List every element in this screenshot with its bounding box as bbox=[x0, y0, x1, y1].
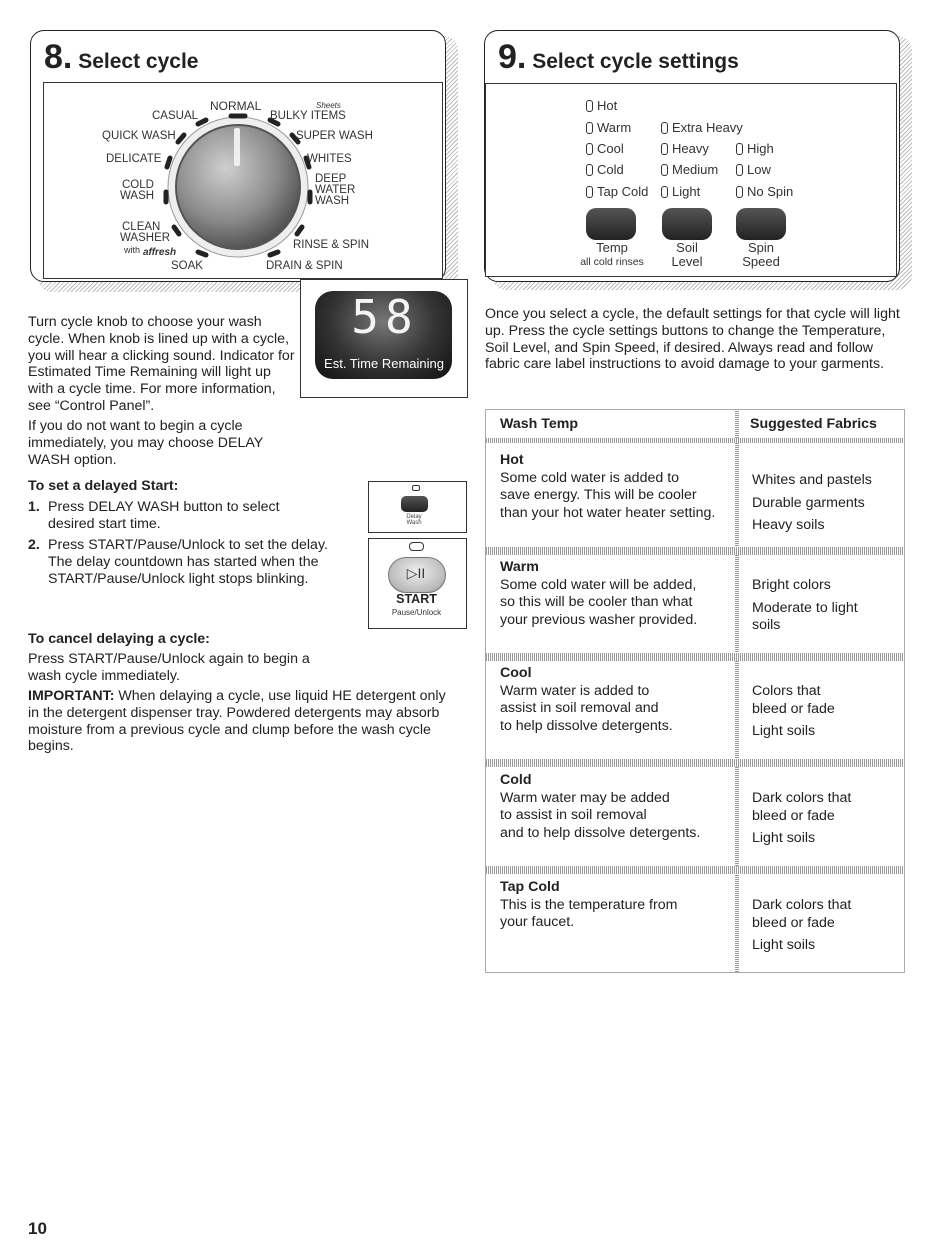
delay-intro: If you do not want to begin a cycle immediately, you may choose DELAY WASH option. bbox=[28, 418, 263, 468]
temp-label-line2: all cold rinses bbox=[580, 256, 644, 268]
delay-wash-led bbox=[412, 485, 420, 491]
table-row bbox=[500, 879, 732, 932]
section8-title bbox=[44, 38, 198, 77]
section9-title-text: Select cycle settings bbox=[532, 50, 739, 73]
row-cool-desc-1: Warm water is added to bbox=[500, 682, 650, 699]
important-label: IMPORTANT: bbox=[28, 688, 115, 704]
row-cold-desc-3: and to help dissolve detergents. bbox=[500, 824, 701, 841]
led-tap-cold bbox=[586, 186, 593, 198]
row-hot-name: Hot bbox=[500, 452, 524, 468]
important-text: When delaying a cycle, use liquid HE detergent only in the detergent dispenser tray. Powdered detergents may absorb moisture from a previous cycle and clump before the wash cycle begins. bbox=[28, 688, 446, 755]
warm-fabric-2: Moderate to light bbox=[752, 599, 858, 616]
hot-fabric-2: Durable garments bbox=[752, 494, 865, 511]
temp-cold: Cold bbox=[597, 162, 624, 177]
cancel-text: Press START/Pause/Unlock again to begin a wash cycle immediately. bbox=[28, 651, 310, 684]
cool-fabric-1: Colors that bbox=[752, 683, 821, 699]
tap-cold-fabric-1: Dark colors that bbox=[752, 897, 852, 913]
soil-label-line2: Level bbox=[671, 254, 703, 269]
temp-cool: Cool bbox=[597, 141, 624, 156]
dial-label-deep-water-1: DEEP bbox=[315, 173, 347, 185]
soil-level-button[interactable] bbox=[662, 208, 712, 240]
page-number: 10 bbox=[28, 1219, 47, 1238]
led-medium bbox=[661, 164, 668, 176]
row-hot-fabrics bbox=[752, 472, 872, 535]
row-tap-cold-name: Tap Cold bbox=[500, 879, 560, 895]
affresh-logo: affresh bbox=[143, 247, 177, 258]
row-tap-cold-desc-2: your faucet. bbox=[500, 914, 575, 930]
display-caption: Est. Time Remaining bbox=[324, 356, 444, 371]
soil-label-line1: Soil bbox=[676, 240, 698, 255]
row-warm-name: Warm bbox=[500, 559, 539, 575]
row-cool-desc-3: to help dissolve detergents. bbox=[500, 717, 673, 734]
delay-wash-line2: Wash bbox=[406, 520, 422, 526]
spin-low: Low bbox=[747, 162, 771, 177]
tap-cold-fabric-2: bleed or fade bbox=[752, 914, 835, 931]
step-1 bbox=[28, 499, 328, 535]
row-divider-2 bbox=[486, 653, 904, 661]
dial-label-rinse-spin: RINSE & SPIN bbox=[293, 239, 370, 251]
led-cold bbox=[586, 164, 593, 176]
row-hot-desc-1: Some cold water is added to bbox=[500, 469, 680, 486]
led-extra-heavy bbox=[661, 122, 668, 134]
row-warm-desc-2: so this will be cooler than what bbox=[500, 594, 693, 610]
row-cold-desc-2: to assist in soil removal bbox=[500, 807, 647, 823]
cool-fabric-2: bleed or fade bbox=[752, 700, 835, 717]
dial-label-with: with bbox=[124, 245, 141, 255]
row-tap-cold-desc-1: This is the temperature from bbox=[500, 896, 678, 913]
soil-button-label bbox=[652, 241, 722, 269]
start-led bbox=[409, 542, 424, 551]
dial-label-drain-spin: DRAIN & SPIN bbox=[266, 260, 343, 272]
section8-number: 8. bbox=[44, 38, 73, 76]
table-row bbox=[500, 772, 732, 842]
temp-button[interactable] bbox=[586, 208, 636, 240]
led-warm bbox=[586, 122, 593, 134]
dial-label-clean-washer-1: CLEAN bbox=[122, 221, 161, 233]
dial-label-quick-wash: QUICK WASH bbox=[102, 130, 176, 142]
row-cold-fabrics bbox=[752, 790, 851, 848]
temp-warm: Warm bbox=[597, 120, 632, 135]
dial-label-soak: SOAK bbox=[171, 260, 203, 272]
warm-fabric-1: Bright colors bbox=[752, 577, 831, 593]
led-high bbox=[736, 143, 743, 155]
row-cold-name: Cold bbox=[500, 772, 532, 788]
spin-label-line2: Speed bbox=[742, 254, 780, 269]
temp-button-label bbox=[566, 241, 658, 269]
cool-fabric-3: Light soils bbox=[752, 723, 816, 739]
table-header-divider bbox=[486, 438, 904, 443]
spin-label-line1: Spin bbox=[747, 240, 775, 255]
spin-button-label bbox=[726, 241, 796, 269]
section9-intro: Once you select a cycle, the default settings for that cycle will light up. Press the cycle settings buttons to change the Temperature, Soil Level, and Spin Speed, if desired. Always read and follow fabric care label instructions to avoid damage to your garments. bbox=[485, 306, 900, 373]
led-no-spin bbox=[736, 186, 743, 198]
row-divider-4 bbox=[486, 866, 904, 874]
step-2 bbox=[28, 537, 328, 607]
wash-temp-table bbox=[485, 409, 905, 973]
dial-label-deep-water-2: WATER bbox=[315, 184, 356, 196]
table-row bbox=[500, 452, 732, 522]
tap-cold-fabric-3: Light soils bbox=[752, 937, 816, 953]
soil-extra-heavy: Extra Heavy bbox=[672, 120, 743, 135]
delay-wash-button[interactable] bbox=[401, 496, 428, 512]
delayed-start-heading: To set a delayed Start: bbox=[28, 478, 179, 494]
dial-label-whites: WHITES bbox=[307, 153, 352, 165]
dial-label-bulky: BULKY ITEMS bbox=[270, 110, 346, 122]
row-divider-1 bbox=[486, 547, 904, 555]
led-low bbox=[736, 164, 743, 176]
row-warm-desc-1: Some cold water will be added, bbox=[500, 576, 697, 593]
section8-title-text: Select cycle bbox=[78, 50, 199, 73]
row-hot-desc-3: than your hot water heater setting. bbox=[500, 504, 716, 521]
section9-title bbox=[498, 38, 739, 77]
row-warm-desc-3: your previous washer provided. bbox=[500, 611, 698, 628]
temp-hot: Hot bbox=[597, 98, 618, 113]
important-note bbox=[28, 688, 448, 755]
table-row bbox=[500, 665, 732, 735]
cancel-heading: To cancel delaying a cycle: bbox=[28, 631, 210, 647]
warm-fabric-3: soils bbox=[752, 617, 781, 633]
spin-high: High bbox=[747, 141, 774, 156]
soil-light: Light bbox=[672, 184, 701, 199]
dial-label-cold-wash-1: COLD bbox=[122, 179, 154, 191]
start-label: START bbox=[396, 592, 437, 606]
cold-fabric-1: Dark colors that bbox=[752, 790, 852, 806]
dial-label-normal: NORMAL bbox=[210, 99, 262, 113]
led-heavy bbox=[661, 143, 668, 155]
table-col-divider bbox=[735, 410, 739, 972]
soil-heavy: Heavy bbox=[672, 141, 709, 156]
dial-label-cold-wash-2: WASH bbox=[120, 190, 155, 202]
step-1-num: 1. bbox=[28, 499, 40, 515]
step-2-num: 2. bbox=[28, 537, 40, 553]
header-wash-temp: Wash Temp bbox=[500, 416, 579, 432]
row-cool-name: Cool bbox=[500, 665, 532, 681]
row-warm-fabrics bbox=[752, 577, 858, 635]
dial-label-delicate: DELICATE bbox=[106, 153, 162, 165]
hot-fabric-1: Whites and pastels bbox=[752, 472, 872, 488]
section8-intro: Turn cycle knob to choose your wash cycle. When knob is lined up with a cycle, you will hear a clicking sound. Indicator for Estimated Time Remaining will light up with a cycle time. For more information, see “Control Panel”. bbox=[28, 314, 295, 414]
table-row bbox=[500, 559, 732, 629]
dial-label-clean-washer-2: WASHER bbox=[120, 232, 171, 244]
temp-label-line1: Temp bbox=[596, 240, 628, 255]
led-hot bbox=[586, 100, 593, 112]
soil-medium: Medium bbox=[672, 162, 719, 177]
row-hot-desc-2: save energy. This will be cooler bbox=[500, 487, 697, 503]
spin-speed-button[interactable] bbox=[736, 208, 786, 240]
spin-no-spin: No Spin bbox=[747, 184, 794, 199]
section9-number: 9. bbox=[498, 38, 527, 76]
row-cool-desc-2: assist in soil removal and bbox=[500, 700, 659, 716]
cold-fabric-3: Light soils bbox=[752, 830, 816, 846]
cold-fabric-2: bleed or fade bbox=[752, 807, 835, 824]
dial-label-deep-water-3: WASH bbox=[315, 195, 350, 207]
dial-label-super-wash: SUPER WASH bbox=[296, 130, 373, 142]
display-digits: 58 bbox=[351, 290, 419, 344]
delay-wash-line1: Delay bbox=[406, 514, 422, 520]
led-light bbox=[661, 186, 668, 198]
hot-fabric-3: Heavy soils bbox=[752, 517, 825, 533]
temp-tap-cold: Tap Cold bbox=[597, 184, 649, 199]
step-2-text: Press START/Pause/Unlock to set the delay. The delay countdown has started when the START/Pause/Unlock light stops blinking. bbox=[48, 537, 328, 587]
header-suggested-fabrics: Suggested Fabrics bbox=[750, 416, 877, 432]
dial-label-casual: CASUAL bbox=[152, 110, 199, 122]
dial-label-sheets: Sheets bbox=[316, 101, 341, 110]
row-divider-3 bbox=[486, 759, 904, 767]
play-pause-icon: ▷II bbox=[406, 565, 426, 581]
row-cold-desc-1: Warm water may be added bbox=[500, 789, 670, 806]
row-cool-fabrics bbox=[752, 683, 835, 741]
row-tap-cold-fabrics bbox=[752, 897, 851, 955]
step-1-text: Press DELAY WASH button to select desired start time. bbox=[48, 499, 280, 532]
pause-unlock-label: Pause/Unlock bbox=[391, 608, 442, 617]
led-cool bbox=[586, 143, 593, 155]
